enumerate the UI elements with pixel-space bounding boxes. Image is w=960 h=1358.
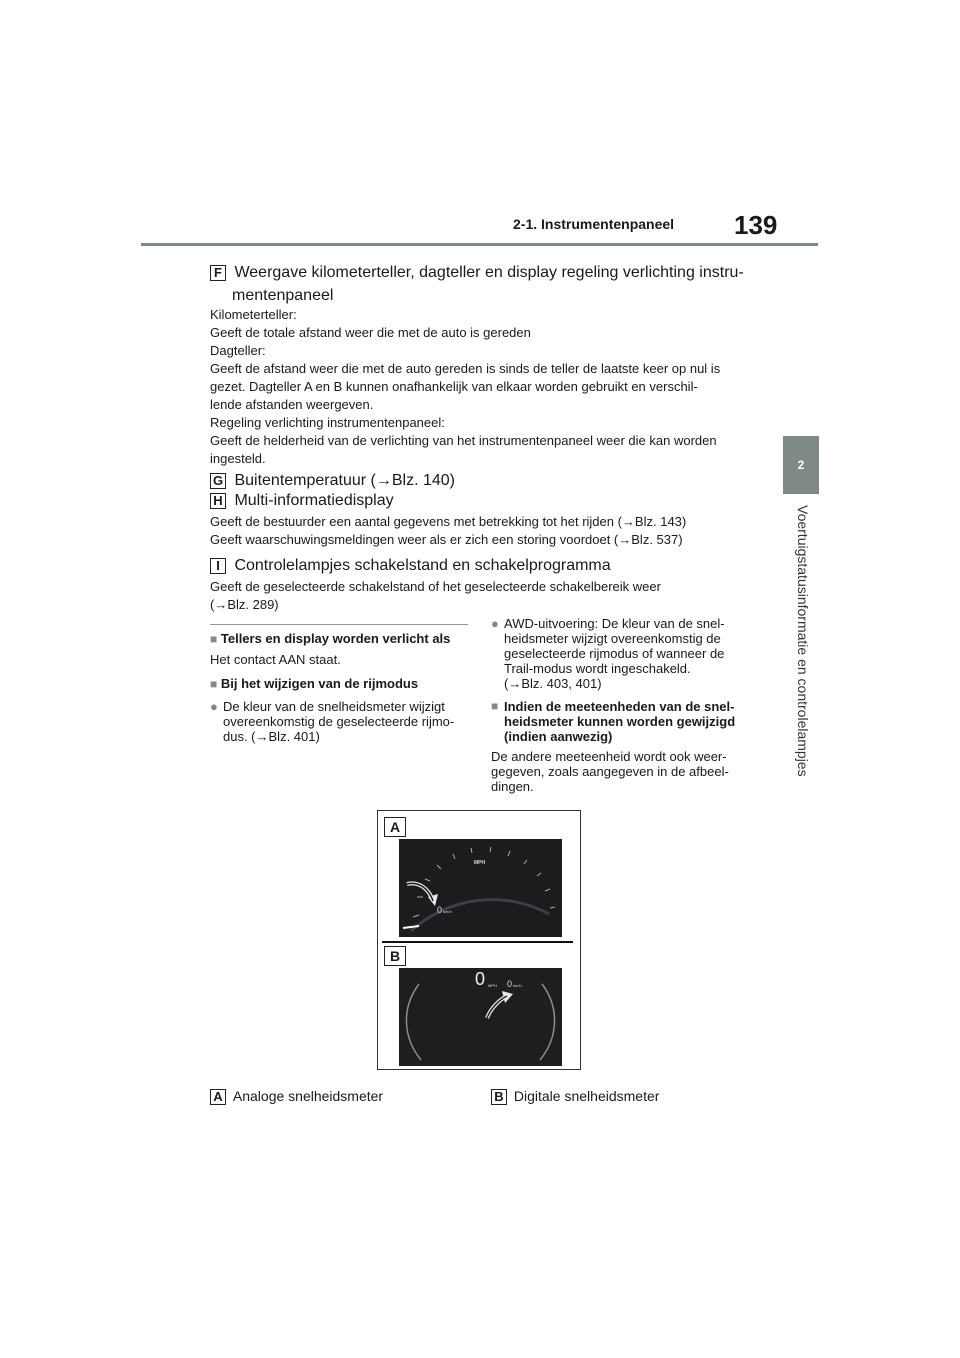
header-rule: [141, 243, 818, 246]
note-bullet: ● De kleur van de snelheidsmeter wijzigt overeenkomstig de geselecteerde rijmo- dus. (→Blz. 401): [210, 699, 455, 744]
round-bullet-icon: ●: [210, 699, 218, 714]
body-line: Geeft de geselecteerde schakelstand of het geselecteerde schakelbereik weer: [210, 579, 661, 594]
body-line: Regeling verlichting instrumentenpaneel:: [210, 415, 445, 430]
item-f-heading: [210, 262, 744, 284]
analog-sub-unit: km/h: [443, 909, 452, 914]
square-bullet-icon: ■: [210, 677, 218, 691]
item-h-title: Multi-informatiedisplay: [234, 492, 394, 509]
note-title: ■ Bij het wijzigen van de rijmodus: [210, 676, 419, 691]
item-f-title-line1: Weergave kilometerteller, dagteller en display regeling verlichting instru-: [234, 264, 744, 281]
body-line: gezet. Dagteller A en B kunnen onafhankelijk van elkaar worden gebruikt en verschil-: [210, 379, 698, 394]
analog-unit: MPH: [474, 860, 486, 866]
item-h-body: [210, 513, 770, 549]
chapter-tab: [783, 436, 819, 494]
notes-left: [210, 631, 470, 744]
body-line: Geeft de helderheid van de verlichting van het instrumentenpaneel weer die kan worden: [210, 433, 717, 448]
caption-a: [210, 1085, 383, 1107]
caption-a-text: Analoge snelheidsmeter: [232, 1088, 384, 1104]
item-i-marker: I: [210, 558, 226, 574]
caption-a-marker: A: [210, 1089, 226, 1105]
note-body: De andere meeteenheid wordt ook weer- gegeven, zoals aangegeven in de afbeel- dingen.: [491, 749, 729, 794]
item-f-body: [210, 306, 770, 468]
notes-right: [491, 616, 761, 794]
item-f-marker: F: [210, 265, 226, 281]
body-line: Geeft de totale afstand weer die met de auto is gereden: [210, 325, 531, 340]
digital-sub-unit: km/h: [513, 983, 522, 988]
note-bullet: ● AWD-uitvoering: De kleur van de snel- heidsmeter wijzigt overeenkomstig de geselecteerde rijmodus of wanneer de Trail-modus wordt ingeschakeld. (→Blz. 403, 401): [491, 616, 725, 691]
square-bullet-icon: ■: [210, 632, 218, 646]
body-line: lende afstanden weergeven.: [210, 397, 374, 412]
caption-b-marker: B: [491, 1089, 507, 1105]
item-g-heading: [210, 470, 455, 492]
body-line: Geeft de bestuurder een aantal gegevens met betrekking tot het rijden (→Blz. 143): [210, 514, 687, 529]
digital-sub-value: 0: [507, 979, 513, 989]
chapter-number: 2: [797, 458, 805, 472]
figure-label-b: B: [384, 946, 406, 966]
notes-divider: [210, 624, 468, 625]
body-line: (→Blz. 289): [210, 597, 279, 612]
item-g-marker: G: [210, 473, 226, 489]
body-line: Kilometerteller:: [210, 307, 297, 322]
note-title: ■ Tellers en display worden verlicht als: [210, 631, 451, 646]
square-bullet-icon: ■: [491, 699, 499, 713]
round-bullet-icon: ●: [491, 616, 499, 631]
note-body: Het contact AAN staat.: [210, 652, 341, 667]
speedometer-figure: [377, 810, 581, 1070]
item-g-title: Buitentemperatuur (→Blz. 140): [234, 472, 455, 489]
analog-speedometer: [399, 839, 562, 937]
item-h-marker: H: [210, 493, 226, 509]
body-line: Geeft waarschuwingsmeldingen weer als er zich een storing voordoet (→Blz. 537): [210, 532, 683, 547]
chapter-title: Voertuigstatusinformatie en controlelampjes: [795, 505, 811, 777]
item-h-heading: [210, 490, 394, 512]
digital-unit: MPH: [488, 983, 497, 988]
digital-value: 0: [475, 969, 486, 989]
analog-value: 0: [437, 905, 443, 915]
body-line: ingesteld.: [210, 451, 266, 466]
item-i-heading: [210, 555, 611, 577]
note-title: ■ Indien de meeteenheden van de snel- heidsmeter kunnen worden gewijzigd (indien aanwezig): [491, 699, 736, 744]
caption-b-text: Digitale snelheidsmeter: [513, 1088, 660, 1104]
page-number: 139: [734, 210, 778, 240]
item-i-title: Controlelampjes schakelstand en schakelprogramma: [234, 557, 611, 574]
figure-label-a: A: [384, 817, 406, 837]
section-title: 2-1. Instrumentenpaneel: [513, 216, 675, 232]
item-f-title-line2: mentenpaneel: [232, 287, 334, 304]
caption-b: [491, 1085, 659, 1107]
body-line: Dagteller:: [210, 343, 266, 358]
figure-separator: [382, 941, 573, 943]
item-i-body: [210, 578, 770, 614]
body-line: Geeft de afstand weer die met de auto gereden is sinds de teller de laatste keer op nul is: [210, 361, 721, 376]
